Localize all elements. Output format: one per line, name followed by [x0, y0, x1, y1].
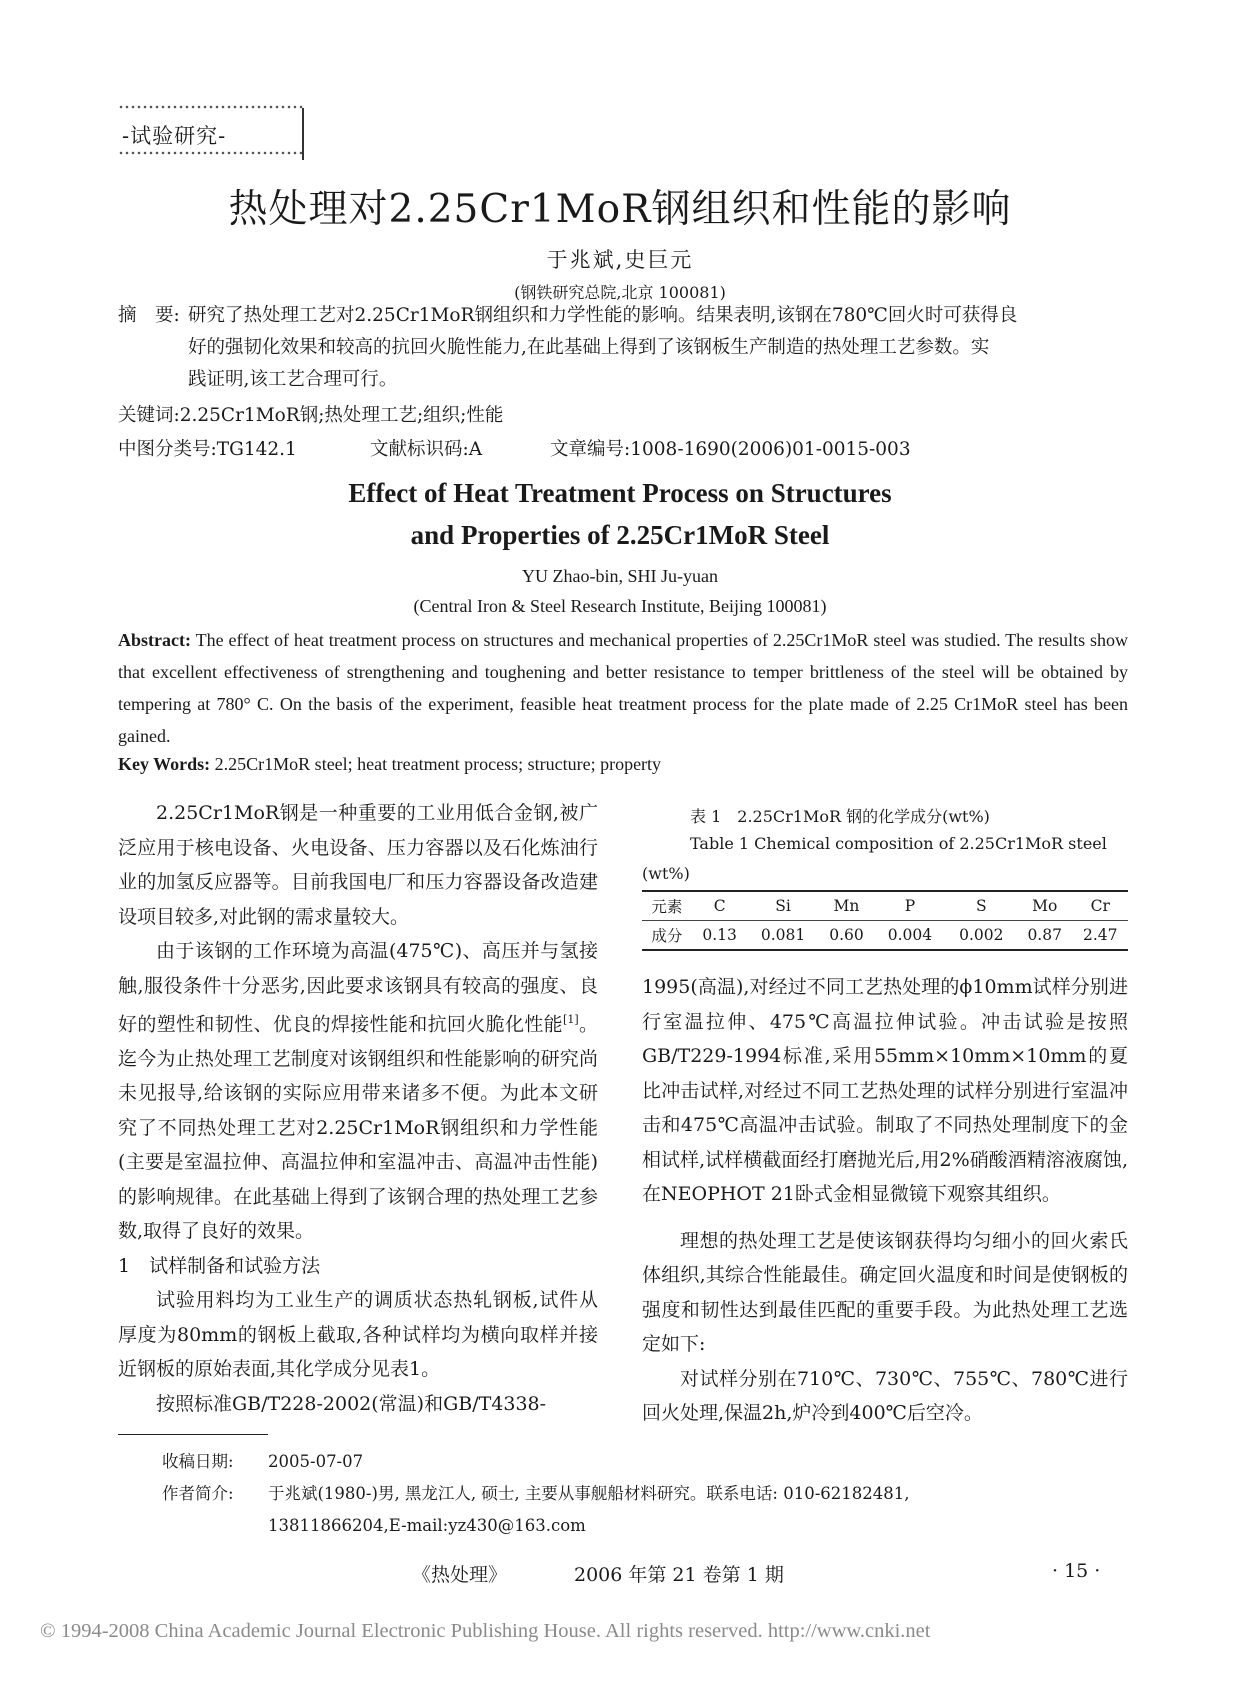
- table-header-cell: C: [713, 897, 726, 915]
- article-number: 文章编号:1008-1690(2006)01-0015-003: [550, 439, 911, 460]
- bio-line1: 于兆斌(1980-)男, 黑龙江人, 硕士, 主要从事舰船材料研究。联系电话: 010-62182481,: [268, 1484, 910, 1503]
- abstract-en-text: The effect of heat treatment process on structures and mechanical properties of 2.25Cr1MoR steel was studied. The results show that excellent effectiveness of strengthening and toughening and better resistance to temper brittleness of the steel will be obtained by tempering at 780° C. On the basis of the experiment, feasible heat treatment process for the plate made of 2.25 Cr1MoR steel has been gained.: [118, 630, 1128, 746]
- keywords-cn-text: 2.25Cr1MoR钢;热处理工艺;组织;性能: [179, 405, 504, 426]
- title-en-line2: and Properties of 2.25Cr1MoR Steel: [410, 520, 830, 550]
- table1: [642, 890, 1128, 951]
- page-number: · 15 ·: [1052, 1560, 1101, 1582]
- footnote-rule: [118, 1434, 268, 1435]
- received-date: 2005-07-07: [268, 1452, 364, 1471]
- header-bottom-border: [118, 150, 304, 156]
- authors-en: YU Zhao-bin, SHI Ju-yuan: [522, 566, 718, 586]
- table-header-cell: 元素: [651, 898, 683, 916]
- journal-issue: 2006 年第 21 卷第 1 期: [574, 1564, 784, 1586]
- intro-paragraph-2b: 。迄今为止热处理工艺制度对该钢组织和性能影响的研究尚未见报导,给该钢的实际应用带来诸多不便。为此本文研究了不同热处理工艺对2.25Cr1MoR钢组织和力学性能(主要是室温拉伸、高温拉伸和室温冲击、高温冲击性能)的影响规律。在此基础上得到了该钢合理的热处理工艺参数,取得了良好的效果。: [118, 1013, 598, 1243]
- table-cell: 0.13: [702, 926, 737, 944]
- authors-cn: 于兆斌,史巨元: [546, 248, 694, 272]
- abstract-en-label: Abstract:: [118, 630, 191, 650]
- method-paragraph-1: 试验用料均为工业生产的调质状态热轧钢板,试件从厚度为80mm的钢板上截取,各种试样均为横向取样并接近钢板的原始表面,其化学成分见表1。: [118, 1289, 598, 1381]
- table-cell: 成分: [651, 927, 683, 945]
- table1-grid: [642, 892, 1128, 949]
- table-header-cell: Mn: [833, 897, 860, 915]
- copyright-line: © 1994-2008 China Academic Journal Electronic Publishing House. All rights reserved. http://www.cnki.net: [40, 1620, 931, 1642]
- abstract-cn-line2: 好的强韧化效果和较高的抗回火脆性能力,在此基础上得到了该钢板生产制造的热处理工艺参数。实: [188, 337, 990, 358]
- section-heading-1: 1 试样制备和试验方法: [118, 1254, 321, 1277]
- header-divider: [302, 108, 304, 160]
- keywords-en: [118, 754, 661, 775]
- doc-code: 文献标识码:A: [370, 439, 483, 460]
- table-cell: 0.002: [959, 926, 1004, 944]
- table-header-cell: S: [975, 897, 987, 915]
- header-top-border: [118, 104, 304, 110]
- title-en-line1: Effect of Heat Treatment Process on Structures: [348, 478, 892, 508]
- table1-caption-en-line2: (wt%): [642, 864, 690, 883]
- table-header-cell: Cr: [1090, 897, 1110, 915]
- abstract-cn-line1: 研究了热处理工艺对2.25Cr1MoR钢组织和力学性能的影响。结果表明,该钢在780℃回火时可获得良: [188, 305, 1018, 326]
- table-cell: 2.47: [1082, 926, 1118, 944]
- table-header-cell: Si: [775, 897, 791, 915]
- bio-line2: 13811866204,E-mail:yz430@163.com: [268, 1516, 586, 1535]
- table1-caption-en-line1: Table 1 Chemical composition of 2.25Cr1MoR steel: [690, 834, 1107, 853]
- table1-caption-cn: 表 1 2.25Cr1MoR 钢的化学成分(wt%): [690, 807, 990, 826]
- journal-name: 《热处理》: [412, 1564, 508, 1586]
- table1-header-row: [642, 892, 1128, 921]
- table-cell: 0.081: [760, 926, 806, 944]
- table-cell: 0.004: [887, 926, 933, 944]
- intro-paragraph-1: 2.25Cr1MoR钢是一种重要的工业用低合金钢,被广泛应用于核电设备、火电设备、压力容器以及石化炼油行业的加氢反应器等。目前我国电厂和压力容器设备改造建设项目较多,对此钢的需求量较大。: [118, 802, 598, 928]
- method-paragraph-5: 对试样分别在710℃、730℃、755℃、780℃进行回火处理,保温2h,炉冷到400℃后空冷。: [642, 1367, 1128, 1424]
- left-column: [118, 796, 598, 1421]
- keywords-en-text: 2.25Cr1MoR steel; heat treatment process; structure; property: [214, 754, 662, 774]
- right-column: [642, 970, 1128, 1431]
- method-paragraph-3: 1995(高温),对经过不同工艺热处理的ϕ10mm试样分别进行室温拉伸、475℃高温拉伸试验。冲击试验是按照GB/T229-1994标准,采用55mm×10mm×10mm的夏比冲击试样,对经过不同工艺热处理的试样分别进行室温冲击和475℃高温冲击试验。制取了不同热处理制度下的金相试样,试样横截面经打磨抛光后,用2%硝酸酒精溶液腐蚀,在NEOPHOT 21卧式金相显微镜下观察其组织。: [642, 976, 1128, 1205]
- table-cell: 0.60: [829, 926, 864, 944]
- section-label: -试验研究-: [122, 124, 227, 148]
- keywords-cn: [118, 400, 503, 432]
- method-paragraph-2: 按照标准GB/T228-2002(常温)和GB/T4338-: [156, 1392, 547, 1415]
- keywords-cn-label: 关键词:: [118, 405, 180, 426]
- intro-paragraph-2: [118, 934, 598, 1249]
- table-header-cell: P: [904, 897, 916, 915]
- table1-data-row: [642, 921, 1128, 950]
- intro-paragraph-2a: 由于该钢的工作环境为高温(475℃)、高压并与氢接触,服役条件十分恶劣,因此要求该钢具有较高的强度、良好的塑性和韧性、优良的焊接性能和抗回火脆化性能: [118, 940, 598, 1036]
- keywords-en-label: Key Words:: [118, 754, 211, 774]
- abstract-en: [118, 624, 1128, 752]
- affiliation-en: (Central Iron & Steel Research Institute, Beijing 100081): [413, 596, 827, 616]
- method-paragraph-4: 理想的热处理工艺是使该钢获得均匀细小的回火索氏体组织,其综合性能最佳。确定回火温度和时间是使钢板的强度和韧性达到最佳匹配的重要手段。为此热处理工艺选定如下:: [642, 1229, 1128, 1355]
- title-cn: 热处理对2.25Cr1MoR钢组织和性能的影响: [228, 187, 1012, 232]
- table-header-cell: Mo: [1032, 897, 1058, 915]
- table-cell: 0.87: [1027, 926, 1062, 944]
- clc-number: 中图分类号:TG142.1: [118, 439, 297, 460]
- affiliation-cn: (钢铁研究总院,北京 100081): [514, 283, 726, 302]
- abstract-cn-line3: 践证明,该工艺合理可行。: [188, 369, 398, 390]
- received-label: 收稿日期:: [162, 1452, 234, 1471]
- abstract-cn-label: 摘 要:: [118, 305, 180, 326]
- citation-ref-1: [1]: [563, 1013, 579, 1026]
- bio-label: 作者简介:: [162, 1484, 234, 1503]
